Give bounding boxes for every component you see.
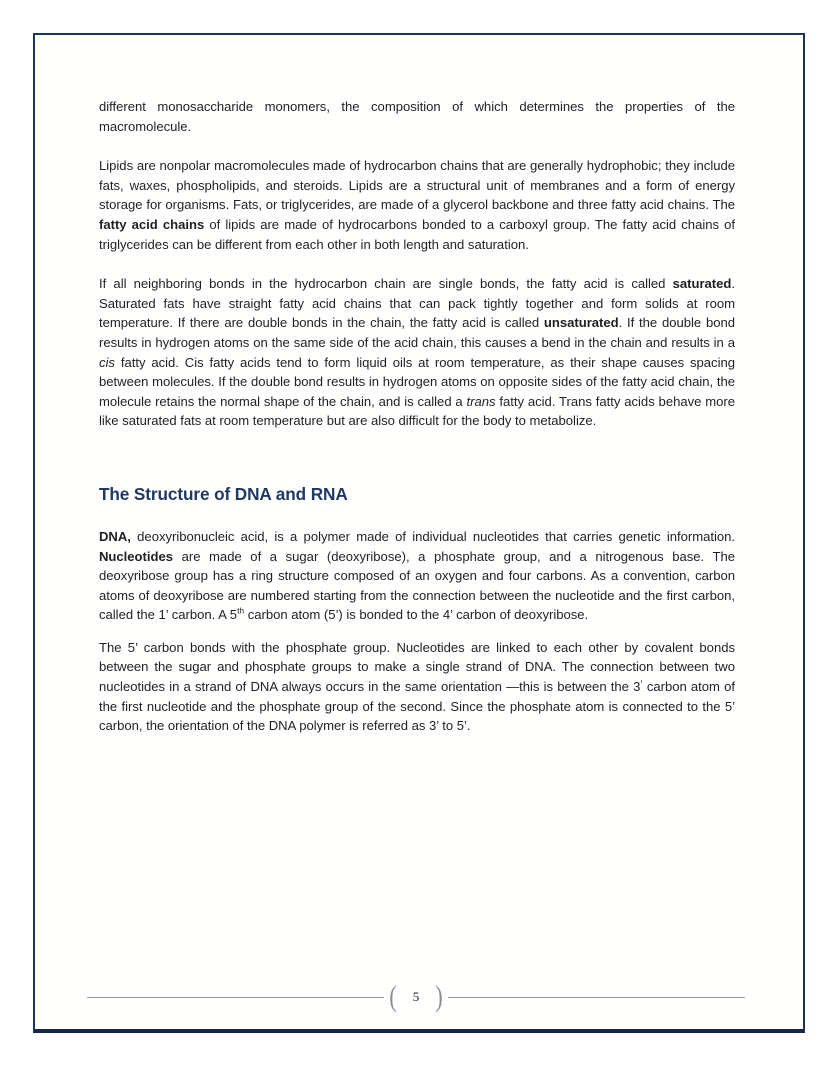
paragraph-4-bold-nucleotides: Nucleotides [99, 548, 173, 564]
paragraph-3-part-4: fatty acid. Cis fatty acids tend to form liquid oils at room temperature, as their shape causes spacing between molecules. If the double bond results in hydrogen atoms on opposite sides of the fatty acid chain, the molecule retains the normal shape of the chain, and is called a [99, 354, 735, 409]
footer-rule-right [448, 997, 745, 998]
paragraph-3-part-3: . If the double bond results in hydrogen atoms on the same side of the acid chain, this causes a bend in the chain and results in a [99, 315, 735, 350]
paragraph-macromolecule [99, 97, 735, 136]
paragraph-4-part-3: carbon atom (5’) is bonded to the 4’ carbon of deoxyribose. [244, 607, 589, 623]
paragraph-1-text: different monosaccharide monomers, the composition of which determines the properties of the macromolecule. [99, 99, 735, 134]
paragraph-3-bold-saturated: saturated [672, 276, 732, 292]
paragraph-2-part-2: of lipids are made of hydrocarbons bonded to a carboxyl group. The fatty acid chains of triglycerides can be different from each other in both length and saturation. [99, 216, 735, 252]
paragraph-lipids [99, 156, 735, 254]
paragraph-2-bold-fatty-acid-chains: fatty acid chains [99, 216, 205, 232]
page-footer [35, 977, 807, 1017]
paragraph-5-part-1: The 5’ carbon bonds with the phosphate group. Nucleotides are linked to each other by covalent bonds between the sugar and phosphate groups to make a single strand of DNA. The connection between two nucleotides in a strand of DNA always occurs in the same orientation —this is between the 3 [99, 639, 735, 695]
paragraph-3-italic-cis: cis [99, 354, 115, 370]
paragraph-4-bold-dna: DNA, [99, 528, 131, 544]
bracket-right-icon: ) [435, 980, 443, 1013]
page-number: 5 [412, 989, 420, 1004]
paragraph-3-italic-trans: trans [466, 393, 496, 409]
bracket-left-icon: ( [389, 980, 397, 1013]
document-body [99, 97, 735, 736]
paragraph-4-part-2: are made of a sugar (deoxyribose), a phosphate group, and a nitrogenous base. The deoxyribose group has a ring structure composed of an oxygen and four carbons. As a convention, carbon atoms of deoxyribose are numbered starting from the connection between the nucleotide and the first carbon, called the 1’ carbon. A 5 [99, 548, 735, 623]
section-heading-dna-rna: The Structure of DNA and RNA [99, 483, 348, 504]
paragraph-2-part-1: Lipids are nonpolar macromolecules made of hydrocarbon chains that are generally hydrophobic; they include fats, waxes, phospholipids, and steroids. Lipids are a structural unit of membranes and a form of energy storage for organisms. Fats, or triglycerides, are made of a glycerol backbone and three fatty acid chains. The [99, 158, 735, 213]
paragraph-3-part-1: If all neighboring bonds in the hydrocarbon chain are single bonds, the fatty acid is called [99, 276, 673, 292]
paragraph-saturation [99, 274, 735, 431]
footer-rule-left [87, 997, 384, 998]
paragraph-3-bold-unsaturated: unsaturated [543, 315, 619, 331]
paragraph-dna-definition [99, 527, 735, 625]
paragraph-5-prime-mark: ’ [640, 679, 643, 691]
paragraph-5-part-2: carbon atom of the first nucleotide and the phosphate group of the second. Since the phosphate atom is connected to the 5’ carbon, the orientation of the DNA polymer is referred as 3’ to 5’. [99, 679, 735, 734]
paragraph-4-superscript-th: th [237, 605, 245, 616]
page-inner [35, 35, 807, 1035]
footer-page-number-group [384, 982, 448, 1012]
paragraph-3-part-2: . Saturated fats have straight fatty acid chains that can pack tightly together and form solids at room temperature. If there are double bonds in the chain, the fatty acid is called [99, 276, 735, 331]
paragraph-dna-orientation [99, 638, 735, 736]
paragraph-4-part-1: deoxyribonucleic acid, is a polymer made of individual nucleotides that carries genetic information. [130, 528, 735, 544]
paragraph-3-part-5: fatty acid. Trans fatty acids behave more like saturated fats at room temperature but are also difficult for the body to metabolize. [99, 393, 735, 429]
page-border-frame [33, 33, 805, 1033]
